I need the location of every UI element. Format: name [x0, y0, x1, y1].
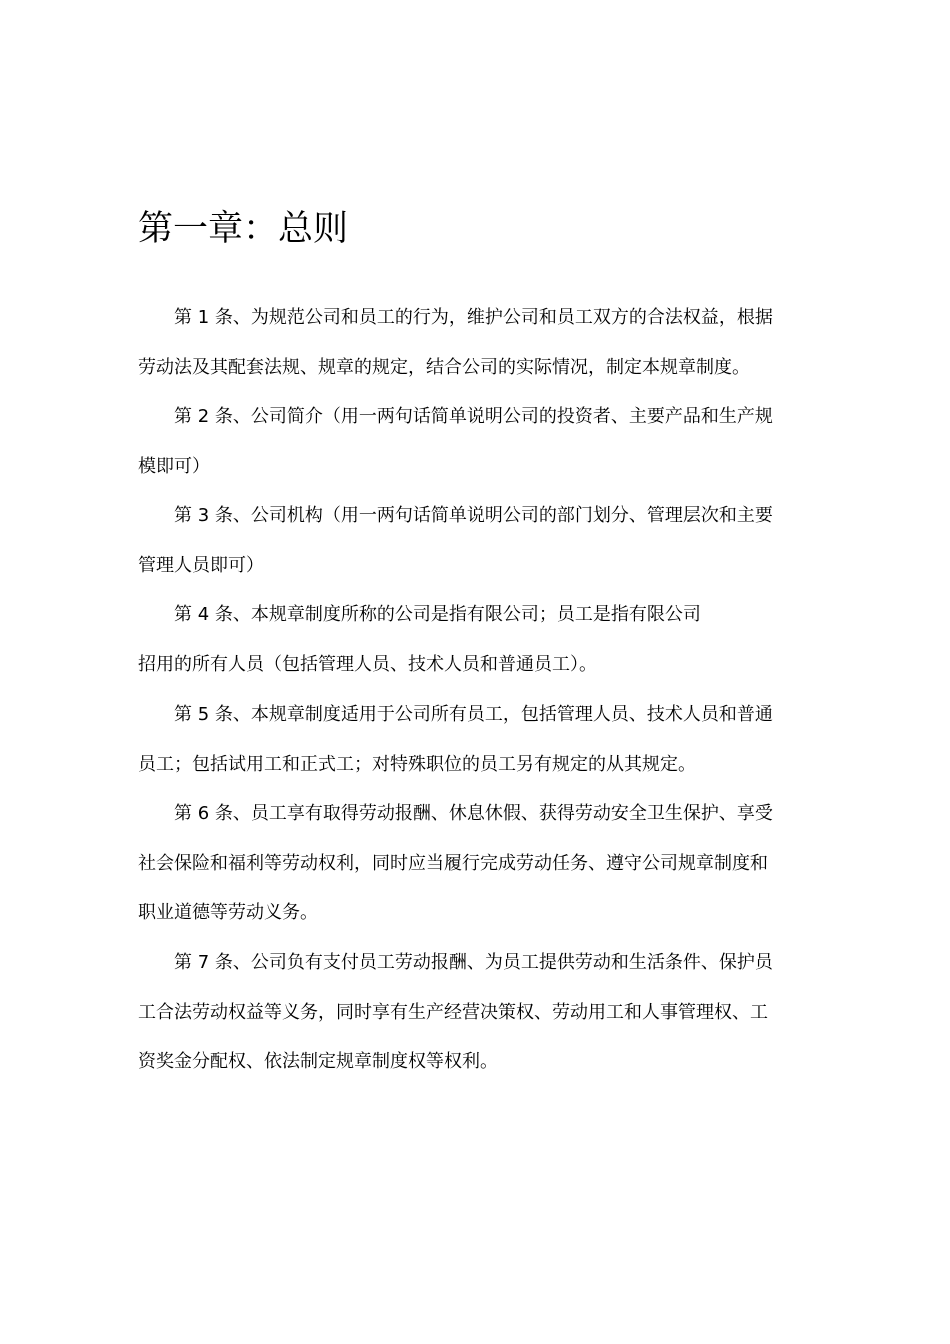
article-3	[138, 491, 810, 590]
article-line: 第 3 条、公司机构（用一两句话简单说明公司的部门划分、管理层次和主要	[174, 505, 773, 526]
article-6	[138, 789, 810, 938]
article-line: 第 1 条、为规范公司和员工的行为，维护公司和员工双方的合法权益，根据	[174, 307, 773, 328]
article-line: 工合法劳动权益等义务，同时享有生产经营决策权、劳动用工和人事管理权、工	[138, 1001, 768, 1023]
article-line: 社会保险和福利等劳动权利，同时应当履行完成劳动任务、遵守公司规章制度和	[138, 852, 768, 874]
article-line: 劳动法及其配套法规、规章的规定，结合公司的实际情况，制定本规章制度。	[138, 356, 750, 378]
article-line: 模即可）	[138, 455, 210, 477]
article-line: 招用的所有人员（包括管理人员、技术人员和普通员工）。	[138, 653, 597, 675]
article-line: 第 4 条、本规章制度所称的公司是指有限公司；员工是指有限公司	[174, 604, 701, 625]
article-line: 第 2 条、公司简介（用一两句话简单说明公司的投资者、主要产品和生产规	[174, 406, 773, 427]
article-4	[138, 590, 810, 689]
article-7	[138, 938, 810, 1087]
chapter-title: 第一章：总则	[138, 209, 349, 249]
article-2	[138, 392, 810, 491]
article-line: 资奖金分配权、依法制定规章制度权等权利。	[138, 1051, 498, 1072]
article-line: 第 7 条、公司负有支付员工劳动报酬、为员工提供劳动和生活条件、保护员	[174, 952, 773, 973]
article-line: 第 6 条、员工享有取得劳动报酬、休息休假、获得劳动安全卫生保护、享受	[174, 803, 773, 824]
article-1	[138, 293, 810, 392]
article-line: 管理人员即可）	[138, 554, 264, 576]
article-line: 员工；包括试用工和正式工；对特殊职位的员工另有规定的从其规定。	[138, 753, 696, 775]
article-5	[138, 690, 810, 789]
article-line: 第 5 条、本规章制度适用于公司所有员工，包括管理人员、技术人员和普通	[174, 704, 773, 725]
article-line: 职业道德等劳动义务。	[138, 902, 318, 923]
